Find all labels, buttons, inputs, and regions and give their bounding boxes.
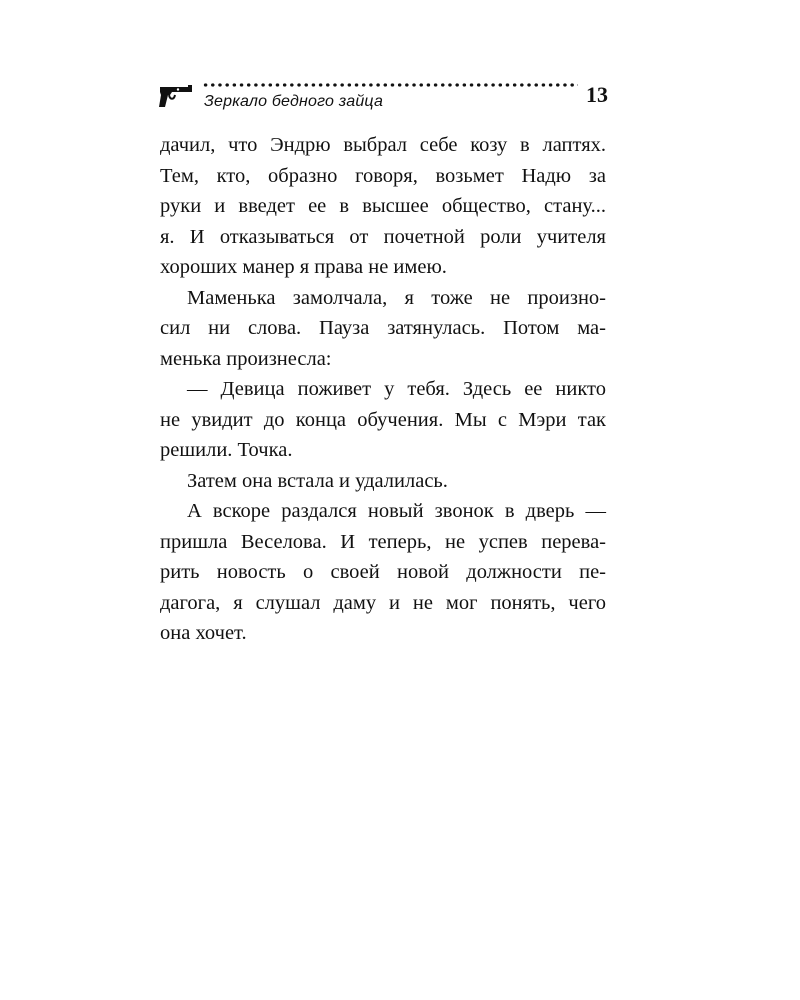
text-line: — Девица поживет у тебя. Здесь ее никто — [187, 378, 606, 400]
text-line: рить новость о своей новой должности пе- — [160, 561, 606, 583]
text-line: пришла Веселова. И теперь, не успев перева- — [160, 530, 606, 553]
header-dotted-rule — [202, 81, 578, 89]
body-text — [160, 130, 606, 649]
page-number: 13 — [586, 82, 608, 107]
text-line: А вскоре раздался новый звонок в дверь — — [187, 500, 606, 522]
text-line: не увидит до конца обучения. Мы с Мэри так — [160, 408, 606, 431]
text-line: хороших манер я права не имею. — [160, 256, 447, 278]
text-line: дачил, что Эндрю выбрал себе козу в лаптях. — [160, 134, 606, 156]
text-line: решили. Точка. — [160, 439, 293, 461]
text-line: руки и введет ее в высшее общество, стану... — [160, 195, 606, 217]
page-header — [158, 78, 608, 116]
text-line: Тем, кто, образно говоря, возьмет Надю за — [160, 164, 606, 187]
running-title: Зеркало бедного зайца — [204, 93, 384, 110]
text-line: Затем она встала и удалилась. — [187, 469, 448, 492]
text-line: сил ни слова. Пауза затянулась. Потом ма- — [160, 317, 606, 339]
text-line: я. И отказываться от почетной роли учителя — [160, 225, 606, 248]
text-line: менька произнесла: — [160, 347, 332, 370]
pistol-icon — [158, 83, 196, 109]
text-line: она хочет. — [160, 622, 247, 644]
text-line: дагога, я слушал даму и не мог понять, чего — [160, 591, 606, 614]
text-line: Маменька замолчала, я тоже не произно- — [187, 286, 606, 309]
